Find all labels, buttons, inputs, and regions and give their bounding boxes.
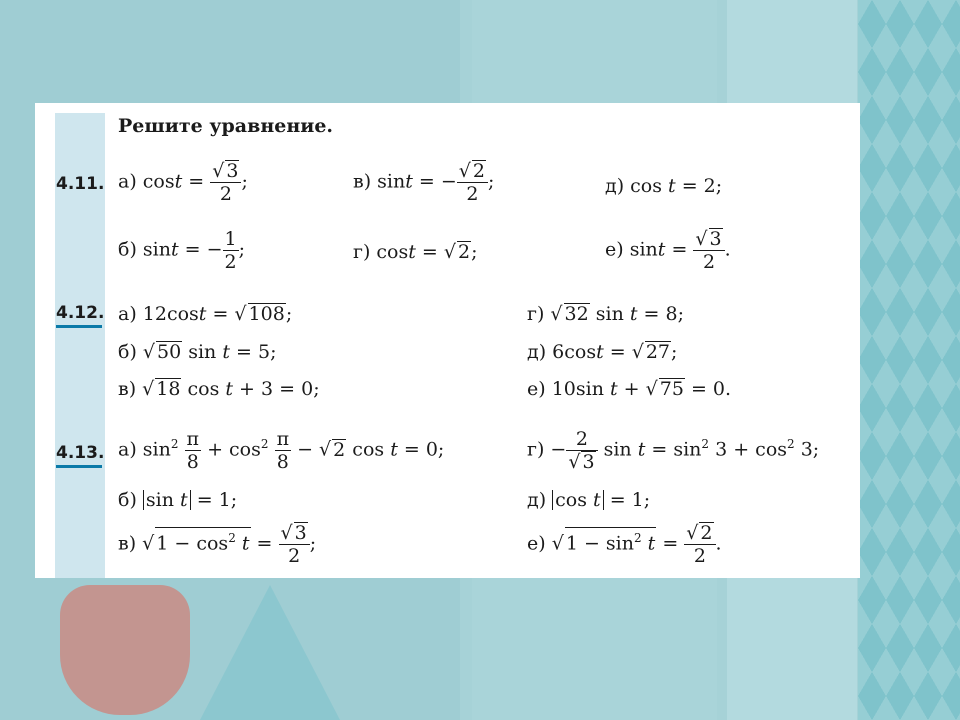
- problem-number-4-12: 4.12.: [56, 303, 105, 323]
- problem-number-underline: [56, 325, 102, 328]
- decorative-letter-shape: [200, 585, 340, 720]
- problem-4-11-d: д) cos t = 2;: [605, 175, 723, 197]
- decorative-robot-shape: [60, 585, 190, 715]
- problem-4-11-b: б) sint = − $\frac{1}{2}$ ;: [118, 228, 246, 273]
- task-title: Решите уравнение.: [118, 115, 334, 137]
- problem-4-13-b: б) sin t = 1;: [118, 489, 238, 511]
- problem-4-11-g: г) cost = √ 2;: [353, 241, 478, 263]
- problem-4-13-v: в) √ $1 - \cos^2 t$ = $\frac{√ 3}{2}$ ;: [118, 522, 317, 567]
- problem-4-13-e: е) √ $1 - \sin^2 t$ = $\frac{√ 2}{2}$ .: [527, 522, 722, 567]
- item-text: а) cost =: [118, 170, 211, 193]
- problem-4-12-v: в) √ 18 cos t + 3 = 0;: [118, 378, 320, 400]
- problem-4-12-g: г) √ 32 sin t = 8;: [527, 303, 684, 325]
- problem-4-11-a: а) cost = $\frac{√ 3}{2}$ ;: [118, 160, 248, 205]
- problem-number-underline: [56, 465, 102, 468]
- problem-4-12-a: а) 12cost = √ 108;: [118, 303, 293, 325]
- fraction: $\frac{√ 3}{2}$: [210, 160, 241, 205]
- problem-4-12-b: б) √ 50 sin t = 5;: [118, 341, 277, 363]
- problem-4-11-e: е) sint = $\frac{√ 3}{2}$ .: [605, 228, 731, 273]
- problem-number-4-11: 4.11.: [56, 174, 105, 194]
- problem-4-12-e: е) 10sin t + √ 75 = 0.: [527, 378, 732, 400]
- problem-4-12-d: д) 6cost = √ 27;: [527, 341, 678, 363]
- problem-4-11-v: в) sint = − $\frac{√ 2}{2}$ ;: [353, 160, 495, 205]
- triangle-pattern-strip: [858, 0, 960, 720]
- problem-number-4-13: 4.13.: [56, 443, 105, 463]
- problem-4-13-a: а) $\sin^2$ $\frac{\pi}{8}$ + $\cos^2$ $\frac{\pi}{8}$ − √ 2 cos t = 0;: [118, 428, 445, 473]
- problem-4-13-g: г) − $\frac{2}{√ 3}$ $\sin t = \sin^2 3 + \cos^2 3$;: [527, 428, 820, 473]
- problem-4-13-d: д) cos t = 1;: [527, 489, 651, 511]
